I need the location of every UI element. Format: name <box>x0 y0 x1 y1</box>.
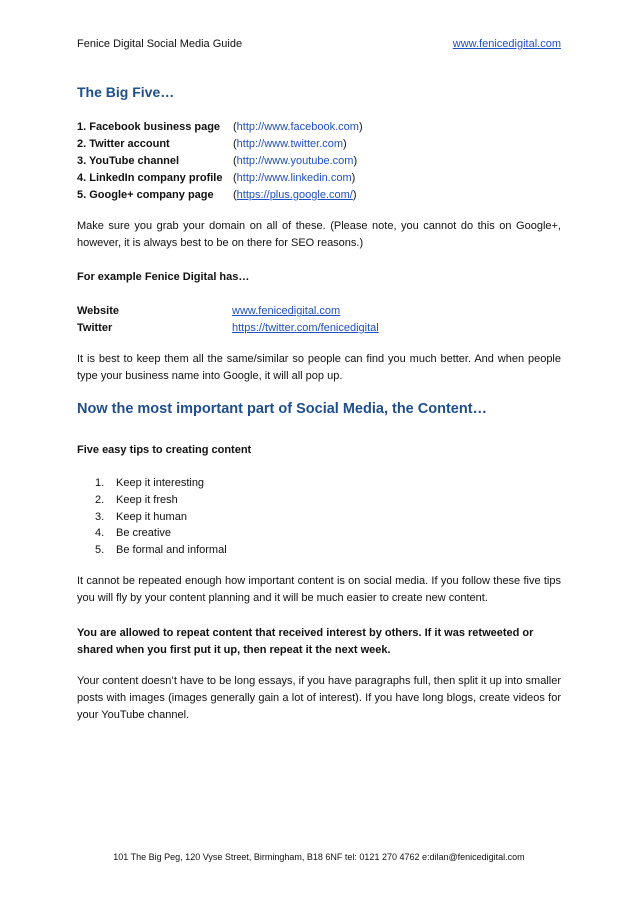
section-title-big-five: The Big Five… <box>77 84 175 100</box>
tip-text: Keep it fresh <box>116 494 178 506</box>
paragraph-content-importance: It cannot be repeated enough how important content is on social media. If you follow these five tips you will fly by your content planning and it will be much easier to create new content. <box>77 575 561 604</box>
big-five-item-url: (http://www.linkedin.com) <box>233 172 356 184</box>
big-five-item-label: 3. YouTube channel <box>77 155 180 167</box>
tip-number: 4. <box>95 527 105 539</box>
big-five-item-url: (http://www.youtube.com) <box>233 155 358 167</box>
facebook-link[interactable]: http://www.facebook.com <box>236 121 359 133</box>
tip-text: Keep it interesting <box>116 477 205 489</box>
page-footer: 101 The Big Peg, 120 Vyse Street, Birmingham, B18 6NF tel: 0121 270 4762 e:dilan@fenicedigital.com <box>113 852 525 862</box>
paragraph-keep-same: It is best to keep them all the same/similar so people can find you much better. And when people type your business name into Google, it will all pop up. <box>77 353 561 382</box>
tip-number: 1. <box>95 477 105 489</box>
big-five-item-label: 1. Facebook business page <box>77 121 221 133</box>
google-plus-link[interactable]: https://plus.google.com/ <box>236 189 353 201</box>
tip-number: 2. <box>95 494 105 506</box>
tip-number: 3. <box>95 511 105 523</box>
tip-number: 5. <box>95 544 105 556</box>
tip-text: Keep it human <box>116 511 187 523</box>
big-five-item-label: 4. LinkedIn company profile <box>77 172 223 184</box>
header-title: Fenice Digital Social Media Guide <box>77 38 243 50</box>
section-title-content: Now the most important part of Social Media, the Content… <box>77 401 488 417</box>
example-heading: For example Fenice Digital has… <box>77 271 250 283</box>
big-five-item-label: 2. Twitter account <box>77 138 170 150</box>
big-five-item-url: (http://www.twitter.com) <box>233 138 347 150</box>
twitter-link[interactable]: http://www.twitter.com <box>236 138 344 150</box>
big-five-item-url: (http://www.facebook.com) <box>233 121 363 133</box>
tips-subheading: Five easy tips to creating content <box>77 444 252 456</box>
example-website-link[interactable]: www.fenicedigital.com <box>232 305 341 317</box>
paragraph-repeat-content: You are allowed to repeat content that received interest by others. If it was retweeted or shared when you first put it up, then repeat it the next week. <box>77 627 534 656</box>
big-five-item-label: 5. Google+ company page <box>77 189 214 201</box>
example-label-website: Website <box>77 305 119 317</box>
paragraph-content-length: Your content doesn’t have to be long essays, if you have paragraphs full, then split it up into smaller posts with images (images generally gain a lot of interest). If you have long blogs, create videos for your YouTube channel. <box>77 675 561 721</box>
tip-text: Be creative <box>116 527 172 539</box>
header-website-link[interactable]: www.fenicedigital.com <box>452 38 561 50</box>
example-label-twitter: Twitter <box>77 322 113 334</box>
big-five-item-url: (https://plus.google.com/) <box>233 189 357 201</box>
linkedin-link[interactable]: http://www.linkedin.com <box>236 172 352 184</box>
tip-text: Be formal and informal <box>116 544 227 556</box>
youtube-link[interactable]: http://www.youtube.com <box>236 155 354 167</box>
paragraph-domain-note: Make sure you grab your domain on all of these. (Please note, you cannot do this on Google+, however, it is always best to be on there for SEO reasons.) <box>77 220 561 249</box>
example-twitter-link[interactable]: https://twitter.com/fenicedigital <box>232 322 379 334</box>
page-header <box>77 38 561 54</box>
